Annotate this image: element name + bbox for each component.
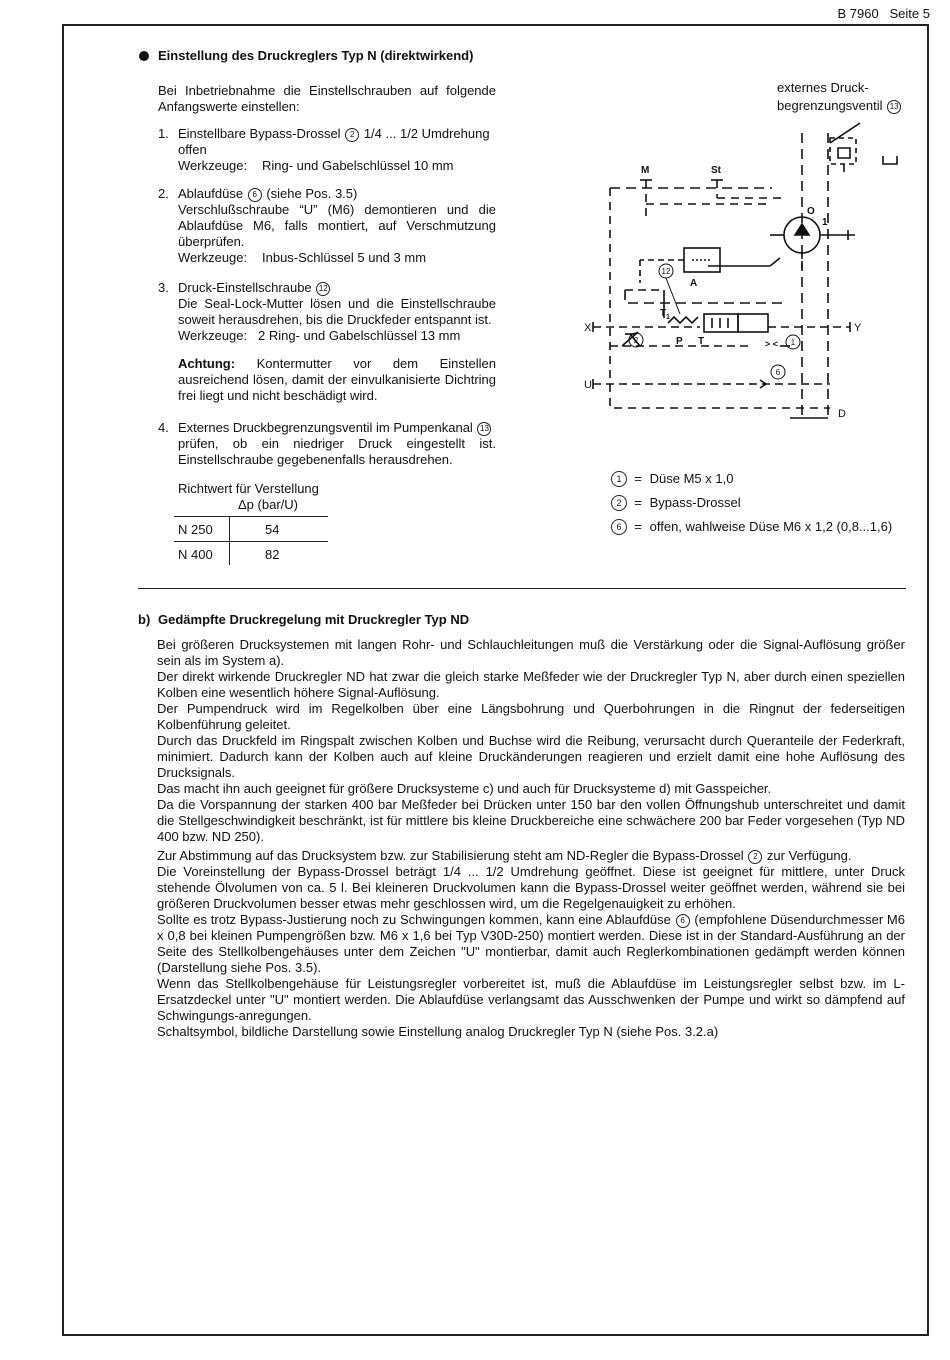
table-rule	[174, 516, 328, 517]
list-number: 2.	[158, 186, 169, 201]
ref-marker: 1	[611, 471, 627, 487]
paragraph: Das macht ihn auch geeignet für größere Drucksysteme c) und auch für Drucksysteme d) mit Gasspeicher.	[157, 781, 772, 796]
list-number: 1.	[158, 126, 169, 141]
legend-eq: =	[634, 471, 642, 486]
item-text: offen	[178, 142, 207, 157]
port-label: A	[690, 278, 698, 289]
port-label: 1	[822, 217, 828, 228]
list-item-2	[158, 186, 496, 266]
ref-marker: 6	[248, 188, 262, 202]
table-caption: Richtwert für Verstellung	[178, 481, 319, 496]
relief-valve-symbol	[830, 123, 897, 172]
ref-number: 2	[633, 336, 639, 345]
ref-marker: 6	[611, 519, 627, 535]
port-label: X	[584, 322, 592, 334]
tools-label: Werkzeuge:	[178, 158, 248, 173]
item-text: Externes Druckbegrenzungsventil im Pumpenkanal	[178, 420, 473, 435]
legend-item	[610, 495, 741, 511]
item-text: 1/4 ... 1/2 Umdrehung	[363, 126, 490, 141]
port-label: St	[711, 165, 721, 176]
paragraph: Die Voreinstellung der Bypass-Drossel beträgt 1/4 ... 1/2 Umdrehung geöffnet. Diese ist geeignet für mittlere, unter Druck stehende Ölvolumen von ca. 5 l. Bei kleineren Druckvolumen kann die Bypass-Drossel weiter geöffnet werden, während sie bei größeren Druckvolumen besser etwas mehr geschlossen wird, um die Regelgenauigkeit zu erhöhen.	[157, 864, 905, 911]
paragraph: Da die Vorspannung der starken 400 bar Meßfeder bei Drücken unter 150 bar den vollen Öffnungshub unterschreitet und damit die Stellgeschwindigkeit beschränkt, ist für mittlere bis kleine Druckbereiche eine schwächere 200 bar Feder vorgesehen (Typ ND 400 bzw. ND 250).	[157, 797, 905, 844]
ref-number: 12	[661, 267, 671, 276]
ref-marker: 2	[345, 128, 359, 142]
list-number: 3.	[158, 280, 169, 295]
port-label: T	[660, 308, 667, 319]
paragraph: Bei größeren Drucksystemen mit langen Rohr- und Schlauchleitungen muß die Verstärkung oder die Signal-Auflösung größer sein als im System a).	[157, 637, 905, 668]
table-cell: 54	[265, 522, 280, 537]
paragraph-text: (empfohlene Düsendurchmesser M6 x 0,8 bei kleinen Pumpengrößen bzw. M6 x 1,6 bei Typ V30D-250) montiert werden. Diese ist in der Standard-Ausführung an der Seite des Stellkolbengehäuses unter dem Zeichen "U" montierbar, damit auch Reglerkombinationen gedämpft werden können (Darstellung siehe Pos. 3.5).	[157, 912, 905, 975]
hydraulic-schematic	[580, 118, 900, 428]
port-label: D	[838, 408, 846, 420]
section-divider	[138, 588, 906, 589]
bullet-icon	[139, 51, 149, 61]
paragraph-text: Zur Abstimmung auf das Drucksystem bzw. zur Stabilisierung steht am ND-Regler die Bypass-Drossel	[157, 848, 744, 863]
caution-text: Kontermutter vor dem Einstellen ausreichend lösen, damit der einvulkanisierte Dichtring frei liegt und nicht beschädigt wird.	[178, 356, 496, 403]
table-col-header: Δp (bar/U)	[238, 497, 298, 512]
legend-text: Bypass-Drossel	[649, 495, 741, 510]
valve-spool	[704, 314, 738, 332]
list-number: 4.	[158, 420, 169, 435]
nozzle-symbol: > <	[765, 339, 779, 349]
list-item-4	[158, 420, 496, 468]
item-text: Einstellbare Bypass-Drossel	[178, 126, 341, 141]
ref-number: 1	[790, 338, 796, 347]
item-text: prüfen, ob ein niedriger Druck eingestellt ist. Einstellschraube gegebenenfalls herausdrehen.	[178, 436, 496, 467]
port-label: O	[807, 206, 815, 217]
port-label: T	[698, 336, 705, 347]
tools-value: Inbus-Schlüssel 5 und 3 mm	[262, 250, 427, 265]
legend-eq: =	[634, 495, 642, 510]
item-text: Ablaufdüse	[178, 186, 244, 201]
paragraph: Der direkt wirkende Druckregler ND hat zwar die gleich starke Meßfeder wie der Druckregler Typ N, aber durch einen speziellen Kolben eine wesentlich höhere Signal-Auflösung.	[157, 669, 905, 700]
document-id: B 7960	[837, 6, 879, 21]
paragraph	[157, 848, 905, 864]
legend-item	[610, 471, 733, 487]
caution-label: Achtung:	[178, 356, 236, 371]
ref-marker: 2	[748, 850, 762, 864]
table-cell: 82	[265, 547, 280, 562]
legend-item	[610, 519, 892, 535]
table-cell: N 250	[178, 522, 213, 537]
section-b-title: Gedämpfte Druckregelung mit Druckregler Typ ND	[158, 612, 470, 627]
section-b-body	[157, 637, 905, 1040]
section-b-label: b)	[138, 612, 151, 627]
paragraph: Schaltsymbol, bildliche Darstellung sowie Einstellung analog Druckregler Typ N (siehe Pos. 3.2.a)	[157, 1024, 719, 1039]
section-a-title: Einstellung des Druckreglers Typ N (direktwirkend)	[158, 48, 474, 63]
paragraph: Wenn das Stellkolbengehäuse für Leistungsregler vorbereitet ist, muß die Ablaufdüse im Leistungsregler selbst bzw. im L-Ersatzdeckel unter "U" montiert werden. Die Ablaufdüse verlangsamt das Ausschwenken der Pumpe und wirkt so dämpfend auf Schwingungs-anregungen.	[157, 976, 905, 1023]
item-text: (siehe Pos. 3.5)	[266, 186, 358, 201]
tools-label: Werkzeuge:	[178, 328, 248, 343]
page-header	[837, 6, 930, 21]
page-number: Seite 5	[889, 6, 930, 21]
ext-valve-label	[777, 98, 902, 114]
legend-text: Düse M5 x 1,0	[649, 471, 734, 486]
tools-value: Ring- und Gabelschlüssel 10 mm	[262, 158, 454, 173]
adjustment-table	[178, 497, 328, 567]
ref-marker: 13	[887, 100, 901, 114]
port-label: P	[676, 336, 683, 347]
paragraph-text: Sollte es trotz Bypass-Justierung noch zu Schwingungen kommen, kann eine Ablaufdüse	[157, 912, 671, 927]
list-item-1	[158, 126, 496, 174]
port-label: M	[641, 165, 650, 176]
paragraph-text: zur Verfügung.	[766, 848, 852, 863]
paragraph	[157, 912, 905, 976]
item-text: Druck-Einstellschraube	[178, 280, 312, 295]
item-text: Die Seal-Lock-Mutter lösen und die Einstellschraube soweit herausdrehen, bis die Druckfeder entspannt ist.	[178, 296, 496, 327]
ext-valve-label-text: begrenzungsventil	[777, 98, 883, 113]
port-label: U	[584, 379, 592, 391]
port-label: 1	[666, 314, 670, 321]
section-a-intro: Bei Inbetriebnahme die Einstellschrauben auf folgende Anfangswerte einstellen:	[158, 83, 496, 114]
tools-value: 2 Ring- und Gabelschlüssel 13 mm	[258, 328, 461, 343]
spring-symbol	[668, 317, 698, 323]
paragraph: Der Pumpendruck wird im Regelkolben über eine Längsbohrung und Querbohrungen in die Ringnut der federseitigen Kolbenführung geleitet.	[157, 701, 905, 732]
item-text: Verschlußschraube “U” (M6) demontieren und die Ablaufdüse M6, falls montiert, auf Verschmutzung überprüfen.	[178, 202, 496, 249]
legend-text: offen, wahlweise Düse M6 x 1,2 (0,8...1,6)	[649, 519, 893, 534]
table-rule	[174, 541, 328, 542]
ref-marker: 2	[611, 495, 627, 511]
ref-marker: 13	[477, 422, 491, 436]
tools-label: Werkzeuge:	[178, 250, 248, 265]
legend-eq: =	[634, 519, 642, 534]
ref-number: 6	[775, 368, 781, 377]
ref-marker: 12	[316, 282, 330, 296]
ext-valve-label: externes Druck-	[777, 80, 869, 95]
table-cell: N 400	[178, 547, 213, 562]
list-item-3	[158, 280, 496, 404]
housing-outline	[610, 188, 830, 408]
port-label: Y	[854, 322, 862, 334]
ref-marker: 6	[676, 914, 690, 928]
paragraph: Durch das Druckfeld im Ringspalt zwischen Kolben und Buchse wird die Reibung, verursacht durch Queranteile der Federkraft, minimiert. Dadurch kann der Kolben auch auf kleine Druckänderungen reagieren und erzielt damit eine hohe Auflösung des Drucksignals.	[157, 733, 905, 780]
